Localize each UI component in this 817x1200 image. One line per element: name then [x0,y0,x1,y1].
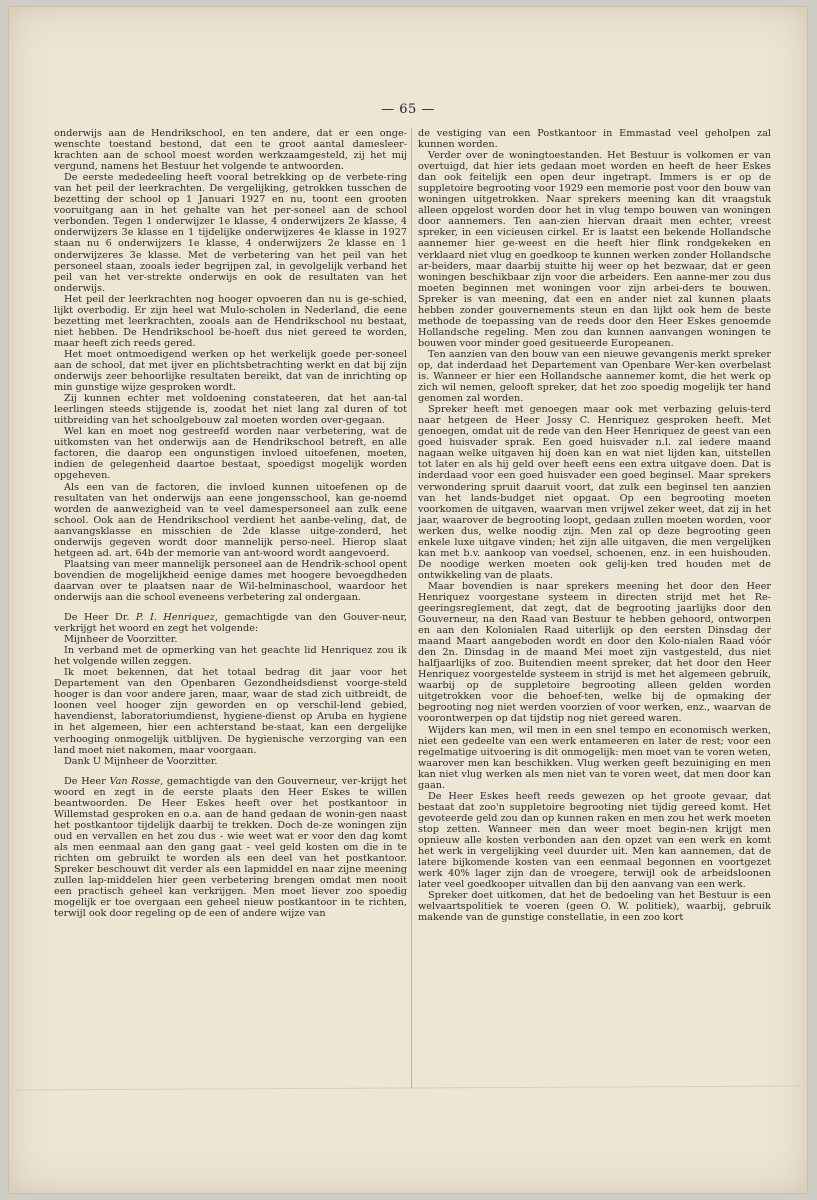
paragraph: Zij kunnen echter met voldoening constateeren, dat het aan-tal leerlingen steeds stijgende is, zoodat het niet lang zal duren of tot uitbreiding van het schoolgebouw zal moeten worden over-gegaan. [54,393,407,427]
paragraph: Ten aanzien van den bouw van een nieuwe gevangenis merkt spreker op, dat inderdaad het Departement van Openbare Wer-ken overbelast is. Wanneer er hier een Hollandsche aannemer komt, die het werk op zich wil nemen, gelooft spreker, dat het zoo spoedig mogelijk ter hand genomen zal worden. [418,348,771,405]
paragraph: Maar bovendien is naar sprekers meening het door den Heer Henriquez voorgestane systeem in directen strijd met het Re-geeringsreglement, dat zegt, dat de begrooting jaarlijks door den Gouverneur, na den Raad van Bestuur te hebben gehoord, ontworpen en aan den Kolonialen Raad uiterlijk op den eersten Dinsdag der maand Maart aangeboden wordt en door den Kolo-nialen Raad vóór den 2n. Dinsdag in de maand Mei moet zijn vastgesteld, dus niet halfjaarlijks of zoo. Buitendien meent spreker, dat het door den Heer Henriquez voorgestelde systeem in strijd is met het algemeen gebruik, waarbij op de suppletoire begrooting alleen gelden worden uitgetrokken voor die behoef-ten, welke bij de opmaking der begrooting nog niet werden voorzien of voor werken, enz., waarvan de voorontwerpen op dat tijdstip nog niet gereed waren. [418,580,771,725]
paragraph: De Heer Eskes heeft reeds gewezen op het groote gevaar, dat bestaat dat zoo'n suppletoire begrooting niet tijdig gereed komt. Het gevoteerde geld zou dan op kunnen raken en men zou het werk moeten stop zetten. Wanneer men dan weer moet begin-nen krijgt men opnieuw alle kosten verbonden aan den opzet van een werk en komt het werk in vergelijking veel duurder uit. Men kan aannemen, dat de latere bijkomende kosten van een eenmaal begonnen en voortgezet werk 40% lager zijn dan de vroegere, terwijl ook de arbeidsloonen later veel goedkooper uitvallen dan bij den aanvang van een werk. [418,790,771,891]
paragraph: Ik moet bekennen, dat het totaal bedrag dit jaar voor het Departement van den Openbaren Gezondheidsdienst voorge-steld hooger is dan voor andere jaren, maar, waar de stad zich uitbreidt, de loonen veel hooger zijn geworden en op verschil-lend gebied, havendienst, laboratoriumdienst, hygiene-dienst op Aruba en hygiene in het algemeen, hier een achterstand be-staat, kan een dergelijke verhooging onmogelijk uitblijven. De hygienische verzorging van een land moet niet nakomen, maar voorgaan. [54,667,407,756]
paragraph: onderwijs aan de Hendrikschool, en ten andere, dat er een onge-wenschte toestand bestond, dat een te groot aantal damesleer-krachten aan de school moest worden werkzaamgesteld, zij het mij vergund, namens het Bestuur het volgende te antwoorden. [54,128,407,173]
closing: Dank U Mijnheer de Voorzitter. [64,755,218,767]
paragraph: Als een van de factoren, die invloed kunnen uitoefenen op de resultaten van het onderwijs aan eene jongensschool, kan ge-noemd worden de aanwezigheid van te veel damespersoneel aan zulk eene school. Ook aan de Hendrikschool verdient het aanbe-veling, dat, de aanvangsklasse en misschien de 2de klasse uitge-zonderd, het onderwijs gegeven wordt door mannelijk perso-neel. Hierop slaat hetgeen ad. art. 64b der memorie van ant-woord wordt aangevoerd. [54,481,407,559]
paragraph: de vestiging van een Postkantoor in Emmastad veel geholpen zal kunnen worden. [418,128,771,151]
paragraph: Spreker heeft met genoegen maar ook met verbazing geluis-terd naar hetgeen de Heer Jossy C. Henriquez gesproken heeft. Met genoegen, omdat uit de rede van den Heer Henriquez de geest van een goed huisvader sprak. Een goed huisvader n.l. zal iedere maand nagaan welke uitgaven hij doen kan en wat niet lijden kan, uitstellen tot later en als hij geld over heeft eens een extra uitgave doen. Dat is inderdaad voor een goed huisvader een goed beginsel. Maar sprekers verwondering spruit daaruit voort, dat zulk een beginsel ten aanzien van het lands-budget niet opgaat. Op een begrooting moeten voorkomen de uitgaven, waarvan men vrijwel zeker weet, dat zij in het jaar, waarover de begrooting loopt, gedaan zullen moeten worden, voor werken dus, welke noodig zijn. Men zal op deze begrooting geen enkele luxe uitgave vinden; het zijn alle uitgaven, die men vergelijken kan met b.v. aankoop van voedsel, schoenen, enz. in een huishouden. De noodige werken moeten ook gelij-ken tred houden met de ontwikkeling van de plaats. [418,404,771,581]
speaker-name: P. I. Henriquez [135,612,215,624]
speaker-intro-van-rosse: De Heer Van Rosse, gemachtigde van den Gouverneur, ver-krijgt het woord en zegt in de eerste plaats den Heer Eskes te willen beantwoorden. De Heer Eskes heeft over het postkantoor in Willemstad gesproken en o.a. aan de hand gedaan de wonin-gen naast het postkantoor tijdelijk daarbij te trekken. Doch de-ze woningen zijn oud en vervallen en het zou dus - wie weet wat er voor den dag komt als men eenmaal aan den gang gaat - veel geld kosten om die in te richten om gebruikt te worden als een deel van het postkantoor. Spreker beschouwt dit verder als een lapmiddel en naar zijne meening zullen lap-middelen hier geen verbetering brengen omdat men nooit een practisch geheel kan verkrijgen. Men moet liever zoo spoedig mogelijk er toe overgaan een geheel nieuw postkantoor in te richten, terwijl ook door regeling op de een of andere wijze van [54,775,407,920]
paragraph: Spreker doet uitkomen, dat het de bedoeling van het Bestuur is een welvaartspolitiek te voeren (geen O. W. politiek), waarbij, gebruik makende van de gunstige constellatie, in een zoo kort [418,890,771,924]
paragraph: Wijders kan men, wil men in een snel tempo en economisch werken, niet een gedeelte van een werk entameeren en later de rest; voor een regelmatige uitvoering is dit onmogelijk: men moet van te voren weten, waarover men kan beschikken. Vlug werken geeft bezuiniging en men kan niet vlug werken als men niet van te voren weet, dat men door kan gaan. [418,724,771,791]
speaker-intro-henriquez: De Heer Dr. P. I. Henriquez, gemachtigde van den Gouver-neur, verkrijgt het woord en zegt het volgende: [54,612,407,635]
paragraph: Het moet ontmoedigend werken op het werkelijk goede per-soneel aan de school, dat met ijver en plichtsbetrachting werkt en dat bij zijn onderwijs zeer behoorlijke resultaten bereikt, dat van de inrichting op min gunstige wijze gesproken wordt. [54,348,407,394]
paragraph: De eerste mededeeling heeft vooral betrekking op de verbete-ring van het peil der leerkrachten. De vergelijking, getrokken tusschen de bezetting der school op 1 Januari 1927 en nu, toont een grooten vooruitgang aan in het gehalte van het per-soneel aan de school verbonden. Tegen 1 onderwijzer 1e klasse, 4 onderwijzers 2e klasse, 4 onderwijzers 3e klasse en 1 tijdelijke onderwijzeres 4e klasse in 1927 staan nu 6 onderwijzers 1e klasse, 4 onderwijzers 2e klasse en 1 onderwijzeres 3e klasse. Met de verbetering van het peil van het personeel staan, zooals ieder begrijpen zal, in gevolgelijk verband het peil van het ver-strekte onderwijs en ook de resultaten van het onderwijs. [54,172,407,294]
speaker-name: Van Rosse [109,775,161,787]
paragraph: Verder over de woningtoestanden. Het Bestuur is volkomen er van overtuigd, dat hier iets gedaan moet worden en heeft de heer Eskes dan ook feitelijk een open deur ingetrapt. Immers is er op de suppletoire begrooting voor 1929 een memorie post voor den bouw van woningen uitgetrokken. Naar sprekers meening kan dit vraagstuk alleen opgelost worden door het in vlug tempo bouwen van woningen door aannemers. Ten aan-zien hiervan draait men echter, vreest spreker, in een vicieusen cirkel. Er is laatst een bekende Hollandsche aannemer hier ge-weest en die heeft hier flink rondgekeken en verklaard niet vlug en goedkoop te kunnen werken zonder Hollandsche ar-beiders, maar daarbij stuitte hij weer op het bezwaar, dat er geen woningen beschikbaar zijn voor die arbeiders. Een aanne-mer zou dus moeten beginnen met woningen voor zijn arbei-ders te bouwen. Spreker is van meening, dat een en ander niet zal kunnen plaats hebben zonder gouvernements steun en dan lijkt ook hem de beste methode de toepassing van de reeds door den Heer Eskes genoemde Hollandsche regeling. Men zou dan kunnen aanvangen woningen te bouwen voor minder goed gesitueerde Europeanen. [418,150,771,349]
salutation: Mijnheer de Voorzitter. [64,634,178,646]
paragraph: Het peil der leerkrachten nog hooger opvoeren dan nu is ge-schied, lijkt overbodig. Er zijn heel wat Mulo-scholen in Nederland, die eene bezetting met leerkrachten, zooals aan de Hendrikschool nu bestaat, niet hebben. De Hendrikschool be-hoeft dus niet gereed te worden, maar heeft zich reeds gered. [54,293,407,349]
paragraph: Wel kan en moet nog gestreefd worden naar verbetering, wat de uitkomsten van het onderwijs aan de Hendrikschool betreft, en alle factoren, die daarop een ongunstigen invloed uitoefenen, moeten, indien de gelegenheid daartoe bestaat, spoedigst mogelijk worden opgeheven. [54,426,407,482]
column-divider [411,128,412,1088]
document-page [8,6,808,1194]
page-number: — 65 — [381,102,435,117]
paragraph: In verband met de opmerking van het geachte lid Henriquez zou ik het volgende willen zeggen. [54,645,407,668]
right-column [418,128,771,923]
paragraph: Plaatsing van meer mannelijk personeel aan de Hendrik-school opent bovendien de mogelijkheid eenige dames met hoogere bevoegdheden daarvan over te plaatsen naar de Wil-helminaschool, waardoor het onderwijs aan die school eveneens verbetering zal ondergaan. [54,558,407,603]
left-column [54,128,407,919]
